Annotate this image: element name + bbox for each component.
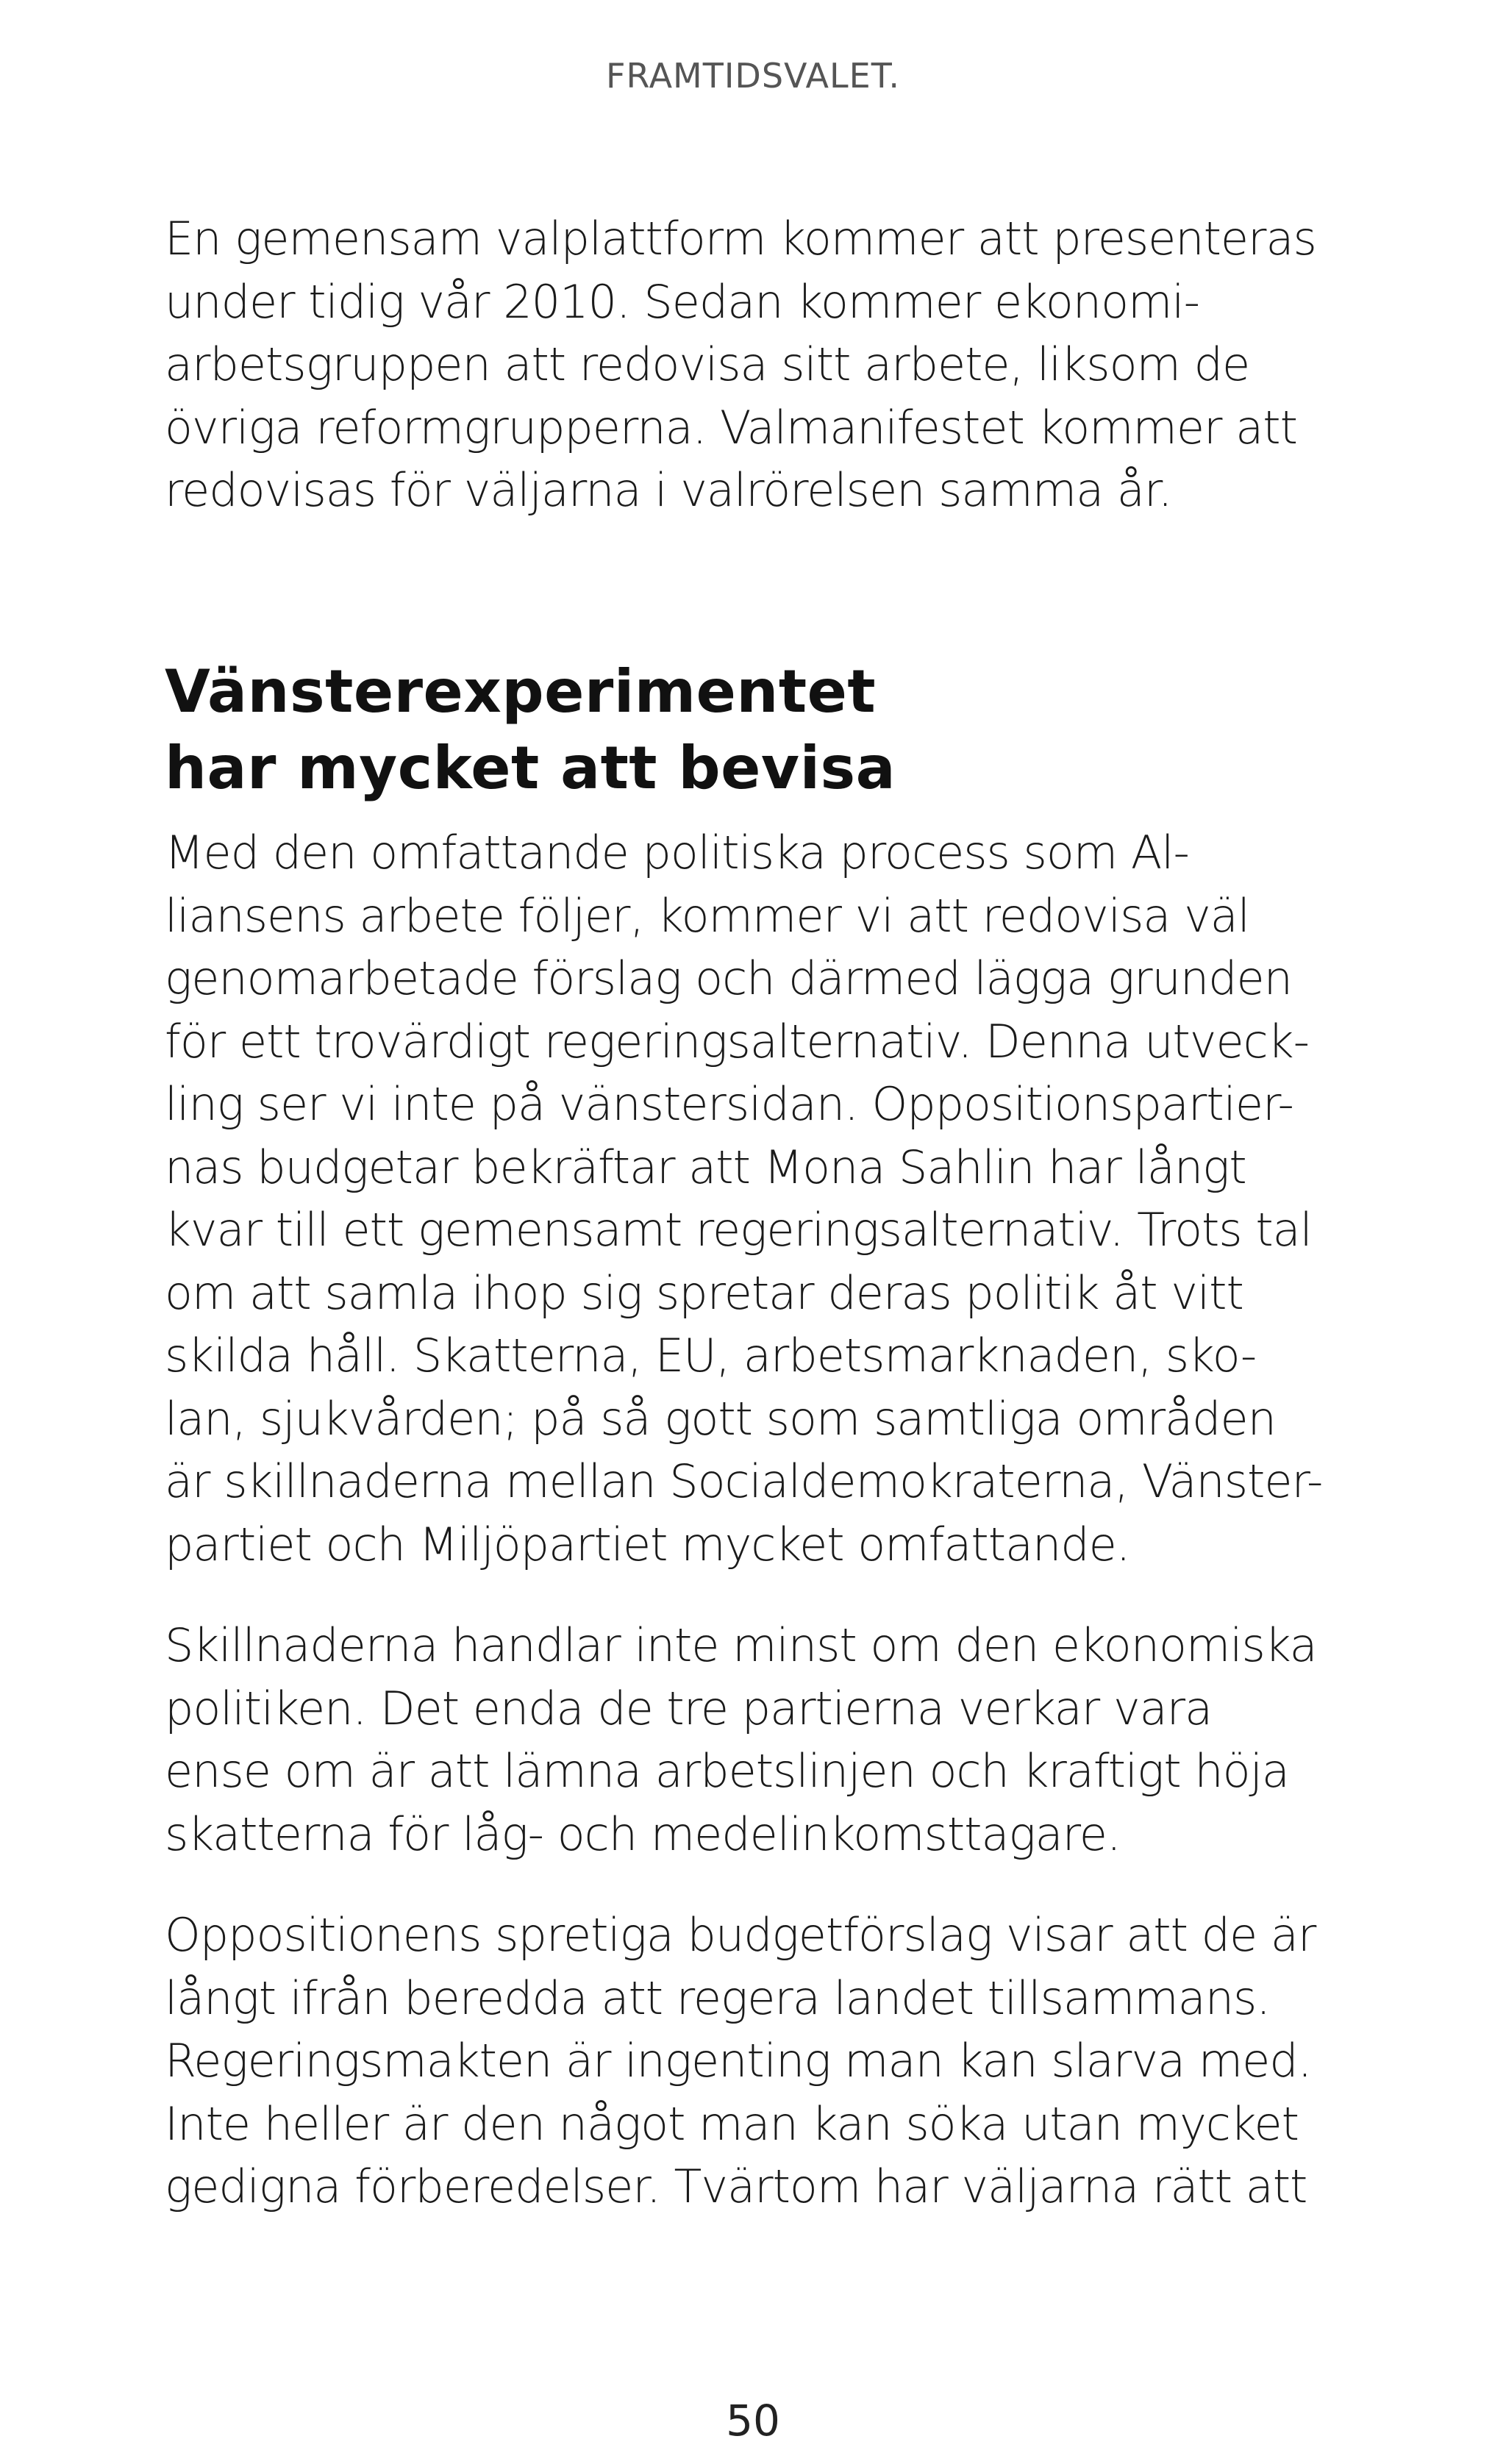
running-header: FRAMTIDSVALET. [606,56,900,96]
text-line: politiken. Det enda de tre partierna verkar vara [165,1681,1213,1735]
text-line: lan, sjukvården; på så gott som samtliga områden [165,1391,1276,1446]
text-line: Regeringsmakten är ingenting man kan slarva med. [165,2034,1312,2088]
paragraph-body-2 [165,1614,1356,1865]
text-line: Oppositionens spretiga budgetförslag visar att de är [165,1908,1316,1962]
heading-line: har mycket att bevisa [165,734,896,802]
text-line: skilda håll. Skatterna, EU, arbetsmarknaden, sko- [165,1329,1257,1382]
text-line: ense om är att lämna arbetslinjen och kraftigt höja [165,1744,1289,1798]
text-line: om att samla ihop sig spretar deras politik åt vitt [165,1265,1243,1320]
text-line: övriga reformgrupperna. Valmanifestet kommer att [165,400,1297,454]
text-line: ling ser vi inte på vänstersidan. Oppositionspartier- [165,1077,1293,1131]
text-line: genomarbetade förslag och därmed lägga grunden [165,951,1292,1005]
text-line: redovisas för väljarna i valrörelsen samma år. [165,463,1172,517]
text-line: liansens arbete följer, kommer vi att redovisa väl [165,888,1249,943]
paragraph-body-3 [165,1904,1356,2218]
text-line: gedigna förberedelser. Tvärtom har väljarna rätt att [165,2160,1307,2213]
page-number: 50 [726,2396,780,2446]
text-line: Skillnaderna handlar inte minst om den ekonomiska [165,1618,1317,1672]
heading-line: Vänsterexperimentet [165,657,877,726]
text-line: under tidig vår 2010. Sedan kommer ekonomi- [165,274,1200,329]
text-line: arbetsgruppen att redovisa sitt arbete, liksom de [165,338,1250,391]
text-line: Med den omfattande politiska process som Al- [165,826,1189,879]
text-line: är skillnaderna mellan Socialdemokraterna, Vänster- [165,1454,1323,1508]
text-line: för ett trovärdigt regeringsalternativ. Denna utveck- [165,1014,1310,1068]
text-line: kvar till ett gemensamt regeringsalternativ. Trots tal [165,1203,1312,1257]
text-line: partiet och Miljöpartiet mycket omfattande. [165,1517,1130,1571]
text-line: Inte heller är den något man kan söka utan mycket [165,2096,1299,2151]
paragraph-intro [165,207,1356,522]
text-line: långt ifrån beredda att regera landet tillsammans. [165,1971,1270,2025]
text-line: skatterna för låg- och medelinkomsttagare. [165,1807,1121,1861]
section-heading [165,654,1356,807]
text-line: En gemensam valplattform kommer att presenteras [165,212,1316,265]
paragraph-body-1 [165,821,1356,1576]
text-line: nas budgetar bekräftar att Mona Sahlin har långt [165,1140,1246,1194]
